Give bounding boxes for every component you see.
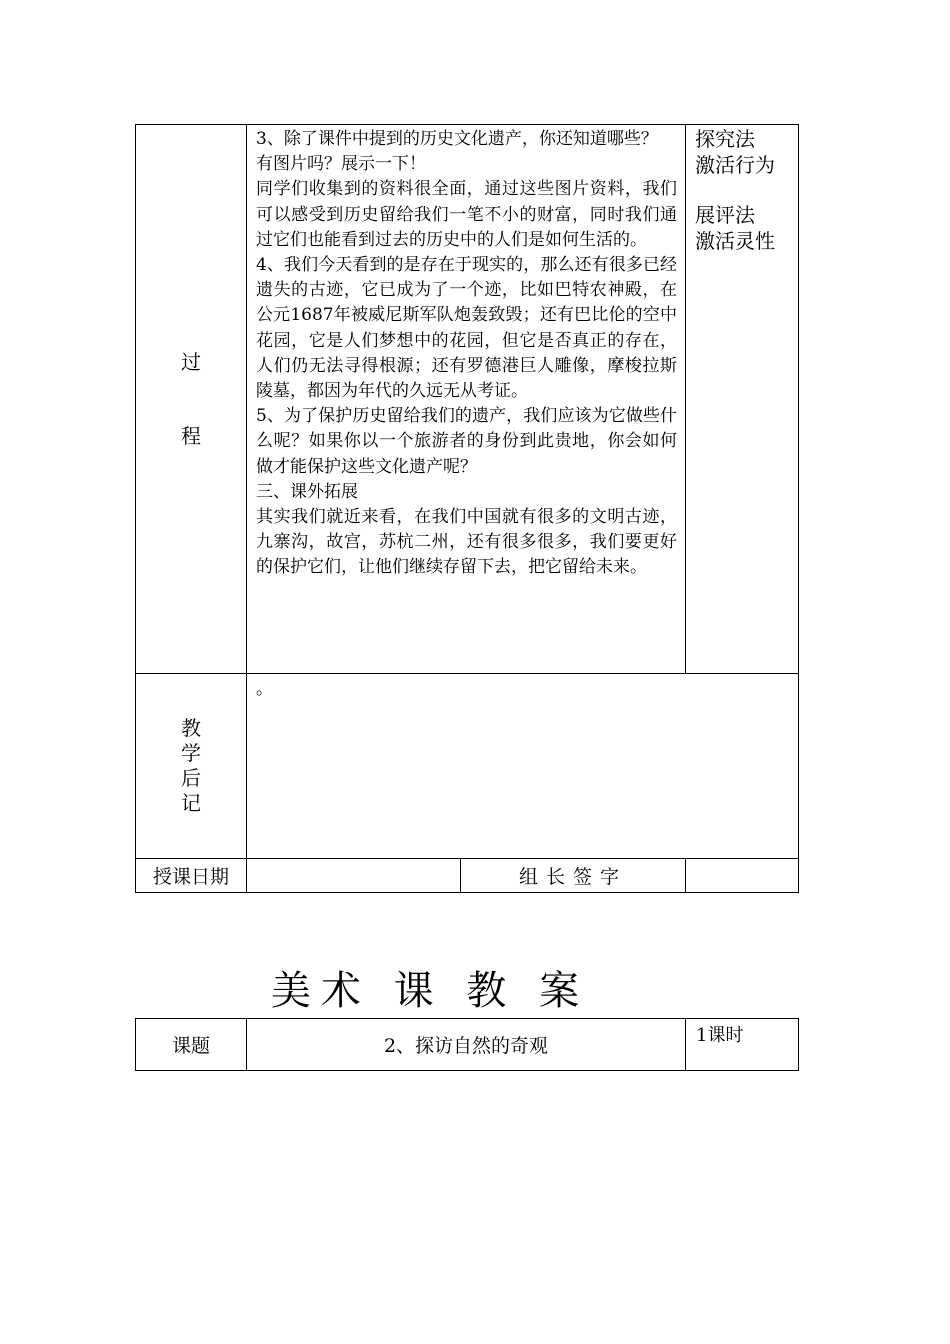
process-label <box>136 125 247 674</box>
leader-signature-field[interactable] <box>686 859 799 893</box>
teaching-notes-label <box>136 674 247 859</box>
process-content <box>247 125 686 674</box>
process-label-char: 程 <box>181 424 201 448</box>
teaching-date-label: 授课日期 <box>136 859 247 893</box>
method-item: 激活灵性 <box>695 228 776 253</box>
lesson-process-table <box>135 124 799 893</box>
method-item: 展评法 <box>695 203 756 227</box>
teaching-methods <box>686 125 799 674</box>
document-title: 美术 课 教 案 <box>270 968 590 1014</box>
process-paragraph: 3、除了课件中提到的历史文化遗产，你还知道哪些？ <box>256 129 658 149</box>
topic-value: 2、探访自然的奇观 <box>247 1019 686 1071</box>
method-item: 激活行为 <box>695 152 776 177</box>
leader-signature-label: 组长签字 <box>461 859 686 893</box>
process-paragraph: 三、课外拓展 <box>256 481 358 502</box>
method-item: 探究法 <box>695 127 756 151</box>
notes-label-char: 教 <box>181 716 201 740</box>
lesson-topic-table <box>135 1018 799 1071</box>
notes-label-char: 后 <box>181 766 201 790</box>
process-paragraph: 5、为了保护历史留给我们的遗产，我们应该为它做些什么呢？如果你以一个旅游者的身份到此贵地，你会如何做才能保护这些文化遗产呢？ <box>256 406 678 477</box>
class-period: 1课时 <box>686 1019 799 1071</box>
topic-label: 课题 <box>136 1019 247 1071</box>
process-paragraph: 4、我们今天看到的是存在于现实的，那么还有很多已经遗失的古迹，它已成为了一个迹，比如巴特农神殿，在公元1687年被威尼斯军队炮轰致毁；还有巴比伦的空中花园，它是人们梦想中的花园，但它是否真正的存在，人们仍无法寻得根源；还有罗德港巨人雕像，摩梭拉斯陵墓，都因为年代的久远无从考证。 <box>256 255 678 402</box>
teaching-notes-field[interactable]: 。 <box>247 674 799 859</box>
process-paragraph: 同学们收集到的资料很全面，通过这些图片资料，我们可以感受到历史留给我们一笔不小的财富，同时我们通过它们也能看到过去的历史中的人们是如何生活的。 <box>256 179 678 250</box>
teaching-date-field[interactable] <box>247 859 461 893</box>
process-label-char: 过 <box>181 350 201 374</box>
notes-label-char: 学 <box>181 741 201 765</box>
process-paragraph: 其实我们就近来看，在我们中国就有很多的文明古迹，九寨沟，故宫，苏杭二州，还有很多很多，我们要更好的保护它们，让他们继续存留下去，把它留给未来。 <box>256 507 678 578</box>
process-paragraph: 有图片吗？展示一下！ <box>256 154 426 175</box>
notes-label-char: 记 <box>181 791 201 815</box>
